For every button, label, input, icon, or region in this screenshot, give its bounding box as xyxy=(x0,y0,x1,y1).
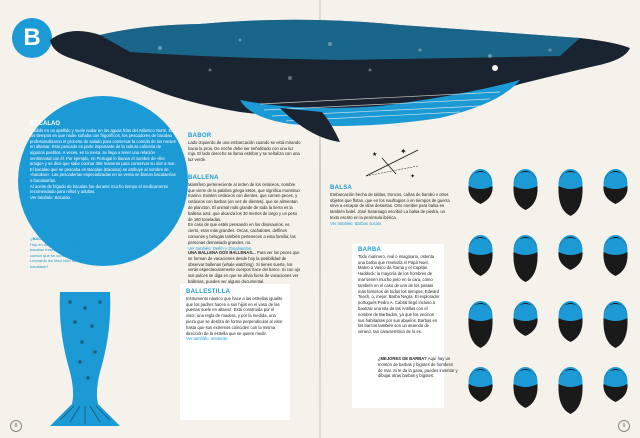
bearded-face xyxy=(468,301,492,348)
bacalao-title: BACALAO xyxy=(30,121,60,127)
bearded-face xyxy=(468,169,492,204)
balsa-entry xyxy=(330,186,450,227)
svg-text:★: ★ xyxy=(372,152,378,158)
bearded-face xyxy=(513,367,537,408)
barba-box-head: ¿MEJORES DE BARBA? xyxy=(378,356,427,361)
ballestilla-ref: Ver también: Sextante. xyxy=(186,336,229,342)
balsa-title: BALSA xyxy=(330,185,353,191)
bacalao-body: Gadids en un apellido y suele nadar en las aguas frías del Atlántico Norte. En los tiempos en que nadie soñaba con frigoríficos, los pescadores de bacalao profesionalizaron el proceso de salado para conservar la comida de los meses en altamar. Este pescado es parte importante de la cultura culinaria de algunos pueblos. A veces, en la mesa, se llega a tener una relación sentimental con él. Por ejemplo, en Portugal lo llaman el nombre de «fiel amigo» y se dice que sabe cocinar 365 maneras para conservar su olor a mar. xyxy=(30,127,176,167)
babor-body: Lado izquierdo de una embarcación cuando se está mirando hacia la proa. De noche debe ser señalizado con una luz roja. El lado derecho se llama estribor y se señaliza con una luz verde. xyxy=(188,139,301,163)
page-number-right: 9 xyxy=(618,420,630,432)
ballena-title: BALLENA xyxy=(188,175,219,181)
bearded-face xyxy=(513,301,537,336)
fish-tail-illustration xyxy=(40,292,130,432)
ballestilla-entry xyxy=(186,290,284,342)
bacalao-entry xyxy=(30,122,176,200)
page-number-left: 8 xyxy=(10,420,22,432)
barba-box xyxy=(378,356,458,379)
bearded-face xyxy=(603,235,627,276)
ballestilla-body: Instrumento náutico que hace a las estrellas igualito que los padres hacen a sus hijos en el vaso de las puertas suele en altavoz. Está construida por el visor, una regla de madera, y por la medida, una pieza que se desliza de forma perpendicular al visor hasta que sus extremos coinciden con la misma dirección de la estrella que se quiere medir. xyxy=(186,295,283,336)
balsa-ref: Ver también: Barbas sucias. xyxy=(330,220,383,226)
bearded-face xyxy=(468,367,492,402)
babor-title: BABOR xyxy=(188,133,212,139)
ballena-box xyxy=(188,250,302,285)
bearded-face xyxy=(558,235,582,270)
ballestilla-title: BALLESTILLA xyxy=(186,289,231,295)
ballena-entry xyxy=(188,176,302,251)
barba-body: Todo marinero, real o imaginario, ostenta una barba que revelaría el Papá Noel, Mateo a Vasco da Gama y el Capitán Haddock: la mayoría de los hombres de mar tienen mucho pelo en la cara, como también en el caso de uno de los piratas más famosos de todos los tiempos, Edward Teach, o, mejor, Barba Negra. El explorador portugués Pedro A. Cabral llegó incluso a bautizar una isla de las Antillas con el nombre de Barbados, ya que los vecinos sus habitantes por sus abuelos. Barbas en los barcos también son un atuendo de verano, tan característico de lo es. xyxy=(358,253,440,335)
ballena-body: Mamífero perteneciente al orden de los cetáceos, nombre que viene de la palabra griega kētos, que significa monstruo marino. Existen cetáceos con dientes, que comen peces, y cetáceos con barbas (en vez de dientes), que se alimentan de plancton. El animal más grande de toda la tierra es la ballena azul, que alcanza los 30 metros de largo y un peso de 180 toneladas. xyxy=(188,181,300,222)
svg-text:✦: ✦ xyxy=(400,147,407,156)
ballena-body-2: En caso de que estés pensando en los dinosaurios, es cierto, eran más grandes. Orcas, cachalotes, delfines comunes y belugas también pertenecen a esta familia; las personas demasiado grandes, no. xyxy=(188,222,296,245)
bearded-face xyxy=(513,235,537,282)
bearded-face xyxy=(513,169,537,210)
cross-staff-sketch xyxy=(362,144,422,184)
bearded-face xyxy=(603,367,627,402)
bacalao-body-2: El bacalao que se pescaba en Bacalao (Bacalao) se atribuye al nombre de «bacalao». Las pescaderías especializadas en su venta se llaman bacalaerías o bacalaorías. xyxy=(30,166,176,183)
bacalao-sidebar-head: ¿BACALAO A LA LEONARDO DA VINCI? xyxy=(30,236,108,241)
bearded-face xyxy=(558,301,582,342)
ballena-ref: Ver también: Delfín y Zooplancton. xyxy=(188,245,253,251)
barba-box-body: Aquí hay un montón de barbas y bigotes de hombres de mar. Si te da la gana, puedes inventar y dibujar otras barbas y bigotes. xyxy=(378,356,458,379)
bacalao-body-3: Al aceite de hígado de bacalao fue durante mucho tiempo el medicamento recomendado para niños y adultos. xyxy=(30,183,169,195)
barba-title: BARBA xyxy=(358,247,382,253)
bearded-face xyxy=(603,301,627,348)
bearded-faces-grid xyxy=(458,160,638,430)
ballena-box-head: UNA BALLENA DOS BALLENAS... xyxy=(188,250,256,255)
bacalao-sidebar xyxy=(30,236,110,269)
barba-entry xyxy=(358,248,440,335)
bearded-face xyxy=(558,169,582,216)
ballena-box-body: Para ver los peces que se forman de vacaciones desde hoy la posibilidad de observar ballenas (whale watching). Si tienes suerte, los verás espectacularmente cuerpos hace del barco. Si con ojo sus pulces se diga en que se alivia fuera de vacaciones ver ballenas, puedes ver alguno documental. xyxy=(188,250,301,284)
section-letter-badge: B xyxy=(12,18,52,58)
svg-text:✦: ✦ xyxy=(410,174,416,180)
bearded-face xyxy=(558,367,582,414)
babor-entry xyxy=(188,134,302,163)
bacalao-sidebar-body: Hoy en día es raro encontrar en un mercado bacalao fresco, pero en su día fue tan común que se comía salado. ¿Sabes que Leonardo da Vinci hizo bocetos de bacalaos? xyxy=(30,241,109,269)
bearded-face xyxy=(603,169,627,204)
bearded-face xyxy=(468,235,492,276)
balsa-body: Embarcación hecha de tablas, troncos, cañas de bambú o otros objetos que flotan, que en los naufragios o en tiempos de guerra sirve a escapar de islas desiertas. Otro nombre para balsa es también batel. José Saramago escribió La balsa de piedra, un texto escrito en la península ibérica. xyxy=(330,191,450,220)
bacalao-ref: Ver también: Bacalao. xyxy=(30,194,72,200)
